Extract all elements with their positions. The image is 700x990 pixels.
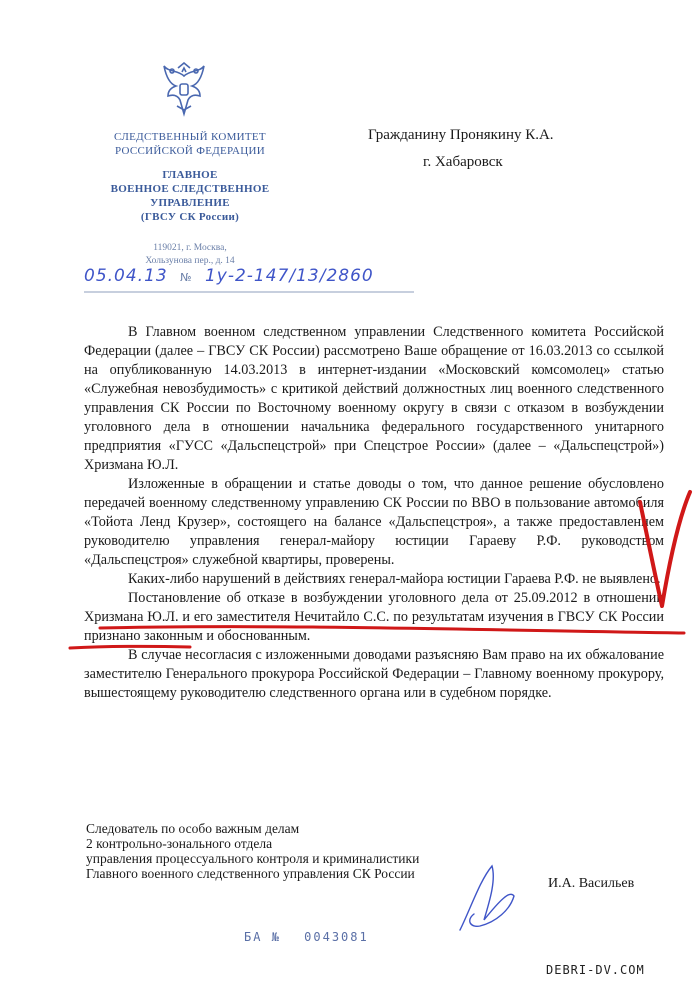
paragraph-4: Постановление об отказе в возбуждении уголовного дела от 25.09.2012 в отношении Хризмана Ю.Л. и его заместителя Нечитайло С.С. по результатам изучения в ГВСУ СК России признано законным и обоснованным. [84,590,664,644]
signature-line-1: Следователь по особо важным делам [86,821,300,836]
dept-line-3: УПРАВЛЕНИЕ [150,197,230,209]
signatory-name: И.А. Васильев [548,876,635,891]
dept-line-2: ВОЕННОЕ СЛЕДСТВЕННОЕ [110,183,270,195]
site-watermark: DEBRI-DV.COM [546,963,645,977]
signature-line-4: Главного военного следственного управления СК России [86,866,415,881]
address-line-1: 119021, г. Москва, [153,243,227,253]
address-line-2: Хользунова пер., д. 14 [145,256,235,266]
paragraph-5: В случае несогласия с изложенными доводами разъясняю Вам право на их обжалование заместителю Генерального прокурора Российской Федерации – Главному военному прокурору, вышестоящему руководителю следственного органа или в судебном порядке. [84,647,664,701]
signature-line-2: 2 контрольно-зонального отдела [86,836,273,851]
paragraph-2: Изложенные в обращении и статье доводы о том, что данное решение обусловлено передачей военному следственному управлению СК России по ВВО в пользование автомобиля «Тойота Ленд Крузер», состоящего на балансе «Дальспецстроя», а также предоставлением руководителю управления генерал-майору юстиции Гараеву Р.Ф. руководством «Дальспецстроя» служебной квартиры, проверены. [84,476,664,568]
signature-block [86,821,419,881]
registration-no-label: № [180,271,193,284]
paragraph-3: Каких-либо нарушений в действиях генерал-майора юстиции Гараева Р.Ф. не выявлено. [128,571,661,587]
dept-line-4: (ГВСУ СК России) [140,211,240,223]
agency-line-2: РОССИЙСКОЙ ФЕДЕРАЦИИ [114,145,266,157]
handwritten-signature [440,860,540,940]
form-number [244,930,369,944]
recipient-city: г. Хабаровск [423,154,503,170]
recipient-name: Гражданину Пронякину К.А. [368,127,554,143]
form-number-value: 0043081 [304,930,369,944]
dept-line-1: ГЛАВНОЕ [162,169,218,181]
paragraph-1: В Главном военном следственном управлении Следственного комитета Российской Федерации (далее – ГВСУ СК России) рассмотрено Ваше обращение от 16.03.2013 со ссылкой на опубликованную 14.03.2013 в интернет-издании «Московский комсомолец» статью «Служебная невозбудимость» с критикой действий должностных лиц военного следственного управления СК России по Восточному военному округу в связи с отказом в возбуждении уголовного дела в отношении начальника федерального государственного унитарного предприятия «ГУСС «Дальспецстрой» при Спецстрое России» (далее – «Дальспецстрой») Хризмана Ю.Л. [84,324,664,473]
signature-line-3: управления процессуального контроля и криминалистики [86,851,420,866]
form-number-label: БА № [244,930,281,944]
agency-line-1: СЛЕДСТВЕННЫЙ КОМИТЕТ [114,131,266,143]
registration-number: 1у-2-147/13/2860 [204,266,374,286]
registration-date: 05.04.13 [84,266,168,286]
